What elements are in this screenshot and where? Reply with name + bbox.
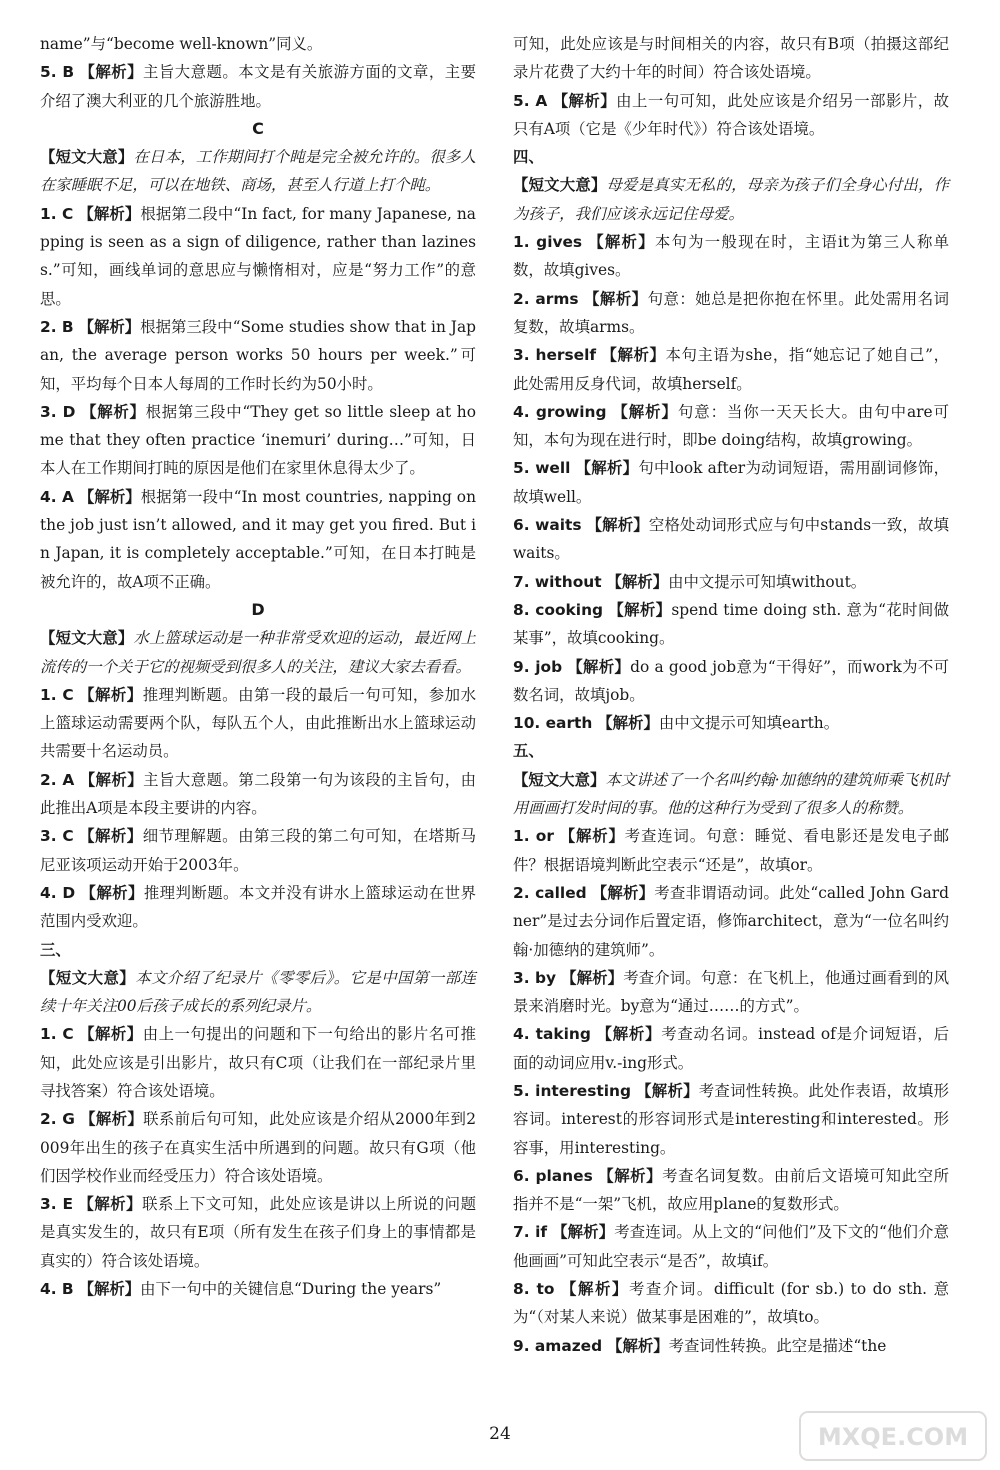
summary-tag: 【短文大意】 <box>40 148 134 167</box>
analysis-tag: 【解析】 <box>575 459 639 478</box>
answer-number: 2. B <box>40 317 74 336</box>
answer-item <box>40 1275 476 1303</box>
answer-item <box>40 58 476 115</box>
answer-item <box>513 596 949 653</box>
answer-text: 句意：当你一天天长大。由句中are可知，本句为现在进行时，即be doing结构，故填growing。 <box>513 402 949 450</box>
analysis-tag: 【解析】 <box>601 346 666 365</box>
analysis-tag: 【解析】 <box>80 1110 144 1129</box>
answer-number: 3. D <box>40 402 76 421</box>
analysis-tag: 【解析】 <box>78 487 141 506</box>
analysis-tag: 【解析】 <box>606 572 669 591</box>
section-heading: 三、 <box>40 940 71 959</box>
analysis-tag: 【解析】 <box>78 1195 143 1214</box>
analysis-tag: 【解析】 <box>81 402 146 421</box>
answer-text: do a good job意为“干得好”，而work为不可数名词，故填job。 <box>513 657 949 704</box>
watermark-text: MXQE.COM <box>817 1423 969 1451</box>
answer-item <box>40 313 476 398</box>
summary-text: 在日本，工作期间打个盹是完全被允许的。很多人在家睡眠不足，可以在地铁、商场，甚至人行道上打个盹。 <box>40 148 476 195</box>
answer-number: 3. herself <box>513 346 597 365</box>
answer-text: 句中look after为动词短语，需用副词修饰，故填well。 <box>513 459 949 506</box>
analysis-tag: 【解析】 <box>78 1280 141 1299</box>
answer-item <box>513 879 949 964</box>
answer-item <box>513 1077 949 1162</box>
answer-number: 1. gives <box>513 233 583 252</box>
answer-item <box>40 1105 476 1190</box>
answer-item <box>513 568 949 596</box>
section-heading: 四、 <box>513 148 544 167</box>
answer-number: 7. if <box>513 1223 548 1242</box>
answer-item <box>513 87 949 144</box>
answer-item <box>513 454 949 511</box>
summary-tag: 【短文大意】 <box>40 968 136 987</box>
answer-number: 6. planes <box>513 1166 593 1185</box>
answer-item <box>513 1275 949 1332</box>
analysis-tag: 【解析】 <box>567 657 631 676</box>
summary-text: 水上篮球运动是一种非常受欢迎的运动，最近网上流传的一个关于它的视频受到很多人的关注，建议大家去看看。 <box>40 629 476 676</box>
watermark-logo <box>798 1410 988 1462</box>
answer-item <box>513 398 949 455</box>
left-column <box>40 30 476 1303</box>
answer-item <box>513 1218 949 1275</box>
answer-text: 由上一句提出的问题和下一句给出的影片名可推知，此处应该是引出影片，故只有C项（让我们在一部纪录片里寻找答案）符合该处语境。 <box>40 1025 476 1100</box>
answer-text: name”与“become well-known”同义。 <box>40 35 323 53</box>
answer-item <box>40 1190 476 1275</box>
answer-number: 8. to <box>513 1280 555 1299</box>
summary-tag: 【短文大意】 <box>513 770 606 789</box>
analysis-tag: 【解析】 <box>552 1223 615 1242</box>
analysis-tag: 【解析】 <box>584 289 648 308</box>
answer-number: 1. or <box>513 827 554 846</box>
answer-number: 1. C <box>40 204 74 223</box>
answer-number: 2. called <box>513 883 587 902</box>
answer-text: 由上一句可知，此处应该是介绍另一部影片，故只有A项（它是《少年时代》）符合该处语境。 <box>513 91 949 138</box>
answer-item <box>40 822 476 879</box>
answer-number: 2. A <box>40 770 75 789</box>
analysis-tag: 【解析】 <box>559 827 625 846</box>
answer-text: 考查连词。句意：睡觉、看电影还是发电子邮件？根据语境判断此空表示“还是”，故填or。 <box>513 827 949 874</box>
answer-item <box>513 653 949 710</box>
answer-text: 主旨大意题。第二段第一句为该段的主旨句，由此推出A项是本段主要讲的内容。 <box>40 770 476 818</box>
answer-text: 考查连词。从上文的“问他们”及下文的“他们介意他画画”可知此空表示“是否”，故填if。 <box>513 1223 949 1270</box>
answer-number: 4. growing <box>513 402 607 421</box>
passage-summary <box>513 766 949 823</box>
answer-text: 考查词性转换。此处作表语，故填形容词。interest的形容词形式是interesting和interested。形容事，用interesting。 <box>513 1081 949 1157</box>
analysis-tag: 【解析】 <box>608 600 672 619</box>
answer-text: 本句主语为she，指“她忘记了她自己”，此处需用反身代词，故填herself。 <box>513 346 949 393</box>
answer-text: 联系上下文可知，此处应该是讲以上所说的问题是真实发生的，故只有E项（所有发生在孩子们身上的事情都是真实的）符合该处语境。 <box>40 1195 476 1270</box>
answer-text: 可知，此处应该是与时间相关的内容，故只有B项（拍摄这部纪录片花费了大约十年的时间）符合该处语境。 <box>513 35 949 82</box>
answer-number: 6. waits <box>513 516 582 535</box>
page-number: 24 <box>489 1424 511 1444</box>
summary-tag: 【短文大意】 <box>513 176 607 195</box>
answer-text: 根据第一段中“In most countries, napping on the job just isn’t allowed, and it may get you fired. But in Japan, it is completely acceptable.”可知，在日本打盹是被允许的，故A项不正确。 <box>40 487 476 591</box>
answer-item <box>513 341 949 398</box>
analysis-tag: 【解析】 <box>79 770 144 789</box>
passage-summary <box>513 171 949 228</box>
answer-text: 由中文提示可知填earth。 <box>658 714 840 733</box>
passage-summary <box>40 143 476 200</box>
analysis-tag: 【解析】 <box>79 827 143 846</box>
analysis-tag: 【解析】 <box>561 968 624 987</box>
answer-item <box>513 511 949 568</box>
analysis-tag: 【解析】 <box>591 883 655 902</box>
answer-number: 4. A <box>40 487 74 506</box>
answer-number: 1. C <box>40 1025 74 1044</box>
analysis-tag: 【解析】 <box>636 1081 699 1100</box>
answer-text: 根据第三段中“Some studies show that in Japan, the average person works 50 hours per week.”可知，平均每个日本人每周的工作时长约为50小时。 <box>40 317 476 393</box>
answer-item <box>40 200 476 313</box>
answer-text: 根据第三段中“They get so little sleep at home that they often practice ‘inemuri’ during…”可知，日本人在工作期间打盹的原因是他们在家里休息得太少了。 <box>40 402 476 478</box>
right-column <box>513 30 949 1360</box>
answer-text: spend time doing sth. 意为“花时间做某事”，故填cooking。 <box>513 600 949 648</box>
answer-number: 10. earth <box>513 714 593 733</box>
answer-text: 考查介词。句意：在飞机上，他通过画看到的风景来消磨时光。by意为“通过……的方式”。 <box>513 968 949 1016</box>
answer-number: 7. without <box>513 572 602 591</box>
analysis-tag: 【解析】 <box>607 1336 669 1355</box>
answer-item <box>513 1162 949 1219</box>
answer-text: 联系前后句可知，此处应该是介绍从2000年到2009年出生的孩子在真实生活中所遇到的问题。故只有G项（他们因学校作业而经受压力）符合该处语境。 <box>40 1110 476 1185</box>
analysis-tag: 【解析】 <box>597 714 659 733</box>
answer-text: 推理判断题。本文并没有讲水上篮球运动在世界范围内受欢迎。 <box>40 883 476 931</box>
summary-text: 本文介绍了纪录片《零零后》。它是中国第一部连续十年关注00后孩子成长的系列纪录片。 <box>40 968 476 1016</box>
answer-text: 细节理解题。由第三段的第二句可知，在塔斯马尼亚该项运动开始于2003年。 <box>40 827 476 874</box>
analysis-tag: 【解析】 <box>612 402 678 421</box>
answer-number: 9. job <box>513 657 563 676</box>
analysis-tag: 【解析】 <box>80 883 144 902</box>
answer-text: 考查名词复数。由前后文语境可知此空所指并不是“一架”飞机，故应用plane的复数形式。 <box>513 1166 949 1214</box>
answer-item <box>40 483 476 596</box>
summary-tag: 【短文大意】 <box>40 629 134 648</box>
analysis-tag: 【解析】 <box>78 317 141 336</box>
section-heading: 五、 <box>513 742 544 761</box>
answer-number: 3. by <box>513 968 557 987</box>
answer-number: 4. B <box>40 1280 74 1299</box>
analysis-tag: 【解析】 <box>588 233 655 252</box>
section-letter: C <box>252 118 264 138</box>
answer-number: 9. amazed <box>513 1336 603 1355</box>
analysis-tag: 【解析】 <box>598 1166 663 1185</box>
answer-item <box>40 398 476 483</box>
answer-item <box>513 228 949 285</box>
answer-text: 推理判断题。由第一段的最后一句可知，参加水上篮球运动需要两个队，每队五个人，由此推断出水上篮球运动共需要十名运动员。 <box>40 685 476 761</box>
answer-number: 3. C <box>40 827 74 846</box>
answer-number: 1. C <box>40 685 74 704</box>
answer-text: 由中文提示可知填without。 <box>668 572 867 591</box>
passage-summary <box>40 964 476 1021</box>
answer-item <box>40 1020 476 1105</box>
analysis-tag: 【解析】 <box>79 1025 143 1044</box>
summary-text: 母爱是真实无私的，母亲为孩子们全身心付出，作为孩子，我们应该永远记住母爱。 <box>513 176 949 223</box>
analysis-tag: 【解析】 <box>552 91 617 110</box>
answer-text: 考查介词。difficult (for sb.) to do sth. 意为“（对某人来说）做某事是困难的”，故填to。 <box>513 1280 949 1327</box>
answer-number: 4. D <box>40 883 76 902</box>
section-letter: D <box>251 599 265 619</box>
answer-number: 3. E <box>40 1195 73 1214</box>
analysis-tag: 【解析】 <box>78 204 141 223</box>
answer-item <box>513 822 949 879</box>
answer-item <box>513 1020 949 1077</box>
analysis-tag: 【解析】 <box>596 1025 662 1044</box>
answer-text: 考查动名词。instead of是介词短语，后面的动词应用v.-ing形式。 <box>513 1025 949 1072</box>
answer-number: 5. interesting <box>513 1081 631 1100</box>
summary-text: 本文讲述了一个名叫约翰·加德纳的建筑师乘飞机时用画画打发时间的事。他的这种行为受到了很多人的称赞。 <box>513 770 949 818</box>
answer-item <box>513 964 949 1021</box>
passage-summary <box>40 624 476 681</box>
answer-text: 句意：她总是把你抱在怀里。此处需用名词复数，故填arms。 <box>513 289 949 336</box>
analysis-tag: 【解析】 <box>79 63 144 82</box>
answer-number: 5. B <box>40 63 75 82</box>
answer-item <box>40 766 476 823</box>
answer-text: 主旨大意题。本文是有关旅游方面的文章，主要介绍了澳大利亚的几个旅游胜地。 <box>40 63 476 110</box>
answer-item <box>513 709 949 737</box>
answer-text: 由下一句中的关键信息“During the years” <box>140 1280 442 1299</box>
answer-item <box>513 285 949 342</box>
answer-text: 空格处动词形式应与句中stands一致，故填waits。 <box>513 516 949 563</box>
answer-item <box>40 681 476 766</box>
answer-number: 4. taking <box>513 1025 591 1044</box>
answer-number: 2. arms <box>513 289 579 308</box>
answer-text: 根据第二段中“In fact, for many Japanese, napping is seen as a sign of diligence, rather than laziness.”可知，画线单词的意思应与懒惰相对，应是“努力工作”的意思。 <box>40 204 476 308</box>
answer-number: 8. cooking <box>513 600 604 619</box>
answer-number: 5. A <box>513 91 548 110</box>
answer-continuation <box>40 30 476 58</box>
answer-number: 5. well <box>513 459 571 478</box>
answer-number: 2. G <box>40 1110 75 1129</box>
analysis-tag: 【解析】 <box>560 1280 629 1299</box>
answer-item <box>40 879 476 936</box>
answer-item <box>513 1332 949 1360</box>
analysis-tag: 【解析】 <box>79 685 143 704</box>
analysis-tag: 【解析】 <box>586 516 649 535</box>
answer-text: 考查非谓语动词。此处“called John Gardner”是过去分词作后置定语，修饰architect，意为“一位名叫约翰·加德纳的建筑师”。 <box>513 883 949 959</box>
answer-text: 本句为一般现在时，主语it为第三人称单数，故填gives。 <box>513 233 949 280</box>
answer-text: 考查词性转换。此空是描述“the <box>668 1336 887 1355</box>
answer-continuation <box>513 30 949 87</box>
